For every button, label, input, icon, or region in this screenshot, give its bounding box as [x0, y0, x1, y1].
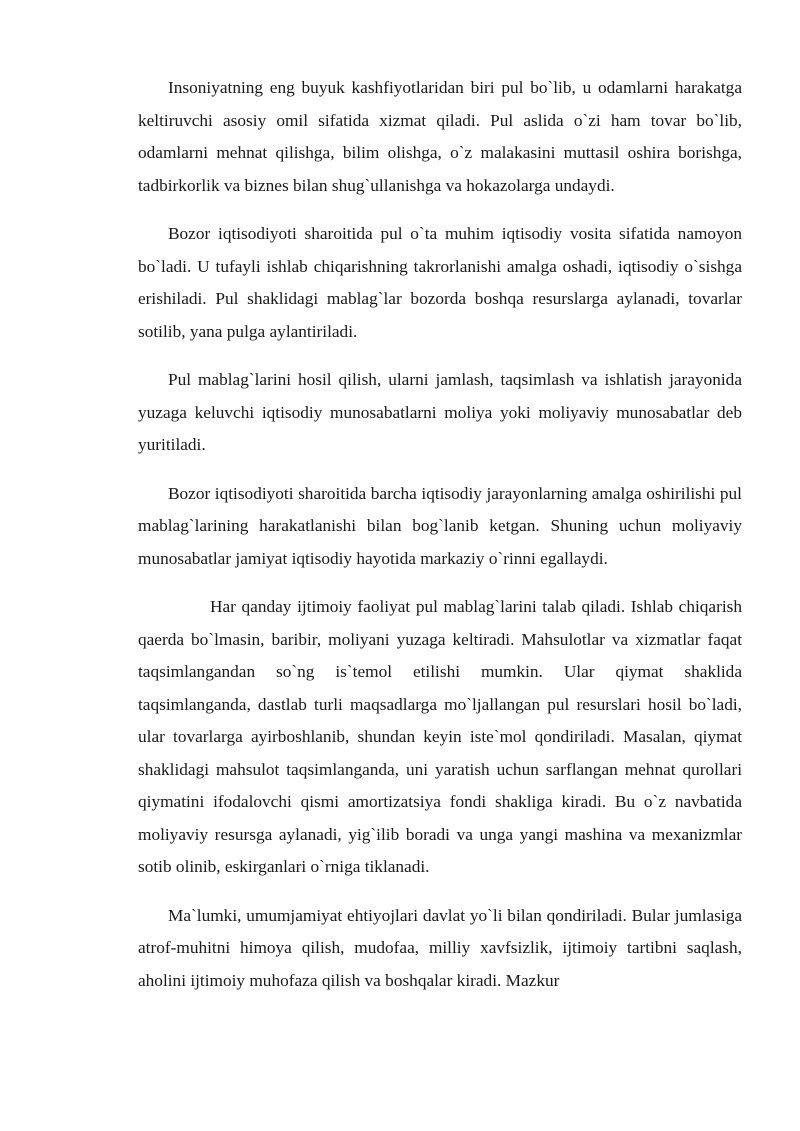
paragraph-2: Bozor iqtisodiyoti sharoitida pul o`ta muhim iqtisodiy vosita sifatida namoyon bo`ladi. U tufayli ishlab chiqarishning takrorlanishi amalga oshadi, iqtisodiy o`sishga erishiladi. Pul shaklidagi mablag`lar bozorda boshqa resurslarga aylanadi, tovarlar sotilib, yana pulga aylantiriladi.	[138, 224, 742, 341]
paragraph-1: Insoniyatning eng buyuk kashfiyotlaridan biri pul bo`lib, u odamlarni harakatga keltiruvchi asosiy omil sifatida xizmat qiladi. Pul aslida o`zi ham tovar bo`lib, odamlarni mehnat qilishga, bilim olishga, o`z malakasini muttasil oshira borishga, tadbirkorlik va biznes bilan shug`ullanishga va hokazolarga undaydi.	[138, 78, 742, 195]
document-page	[138, 72, 742, 1013]
paragraph-4: Bozor iqtisodiyoti sharoitida barcha iqtisodiy jarayonlarning amalga oshirilishi pul mablag`larining harakatlanishi bilan bog`lanib ketgan. Shuning uchun moliyaviy munosabatlar jamiyat iqtisodiy hayotida markaziy o`rinni egallaydi.	[138, 483, 742, 568]
paragraph-5: Har qanday ijtimoiy faoliyat pul mablag`larini talab qiladi. Ishlab chiqarish qaerda bo`lmasin, baribir, moliyani yuzaga keltiradi. Mahsulotlar va xizmatlar faqat taqsimlangandan so`ng is`temol etilishi mumkin. Ular qiymat shaklida taqsimlanganda, dastlab turli maqsadlarga mo`ljallangan pul resurslari hosil bo`ladi, ular tovarlarga ayirboshlanib, shundan keyin iste`mol qondiriladi. Masalan, qiymat shaklidagi mahsulot taqsimlanganda, uni yaratish uchun sarflangan mehnat qurollari qiymatini ifodalovchi qismi amortizatsiya fondi shakliga kiradi. Bu o`z navbatida moliyaviy resursga aylanadi, yig`ilib boradi va unga yangi mashina va mexanizmlar sotib olinib, eskirganlari o`rniga tiklanadi.	[138, 597, 742, 876]
paragraph-3: Pul mablag`larini hosil qilish, ularni jamlash, taqsimlash va ishlatish jarayonida yuzaga keluvchi iqtisodiy munosabatlarni moliya yoki moliyaviy munosabatlar deb yuritiladi.	[138, 370, 742, 454]
paragraph-6: Ma`lumki, umumjamiyat ehtiyojlari davlat yo`li bilan qondiriladi. Bular jumlasiga atrof-muhitni himoya qilish, mudofaa, milliy xavfsizlik, ijtimoiy tartibni saqlash, aholini ijtimoiy muhofaza qilish va boshqalar kiradi. Mazkur	[138, 905, 742, 990]
